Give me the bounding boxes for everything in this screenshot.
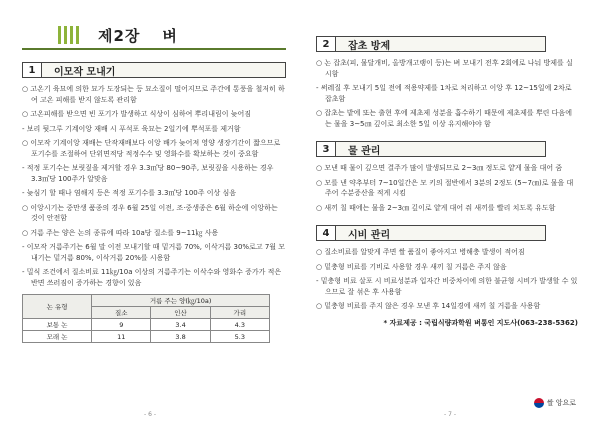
list-item: ○ 이앙시기는 중만생 품종의 경우 6월 25일 이전, 조·중생종은 6월 하순에 이앙하는 것이 안전함 <box>22 203 278 222</box>
section-title: 시비 관리 <box>336 225 546 241</box>
page-number: - 7 - <box>444 411 456 418</box>
section-number: 2 <box>316 36 336 52</box>
section-number: 3 <box>316 141 336 157</box>
list-item: ○ 밑충형 비료를 기비로 사용할 경우 새끼 칠 거름은 주지 않음 <box>316 262 507 271</box>
list-item: ○ 모를 낸 약추부터 7~10일간은 모 키의 절반에서 3분의 2정도 (5~7㎝)로 물을 대주어 수분증산을 적게 시킴 <box>316 178 574 197</box>
table-cell: 4.3 <box>210 319 269 331</box>
list-item: - 늦심기 할 때나 염해지 등은 적정 포기수를 3.3㎡당 100주 이상 심음 <box>22 189 237 197</box>
table-cell: 보통 논 <box>23 319 92 331</box>
table-cell: 모래 논 <box>23 331 92 343</box>
footer-logo <box>534 398 576 408</box>
table-header-group: 거름 주는 양(㎏/10a) <box>92 295 270 307</box>
list-item: - 밑충형 비료 살포 시 비료성분과 입자간 비중차이에 의한 불균형 시비가 발생할 수 있으므로 잘 섞은 후 사용함 <box>316 277 578 296</box>
table-cell: 3.4 <box>151 319 210 331</box>
table-col-header: 가리 <box>210 307 269 319</box>
section-heading-1 <box>22 62 286 78</box>
logo-text: 쌀 앙요로 <box>546 399 576 407</box>
list-item: ○ 모낸 때 물이 깊으면 결주가 많이 발생되므로 2~3㎝ 정도로 얕게 물을 대어 줌 <box>316 164 563 172</box>
list-item: - 밀식 조건에서 질소비료 11㎏/10a 이상의 거름주기는 이삭수와 영화수 증가가 적은 반면 쓰러짐이 증가하는 경향이 있음 <box>22 268 282 287</box>
source-credit: * 자료제공 : 국립식량과학원 벼통인 지도사(063-238-5362) <box>383 318 578 327</box>
list-item: - 보리 뒷그루 기계이앙 재배 시 푸석포 육묘는 2일기에 뿌석포를 제거함 <box>22 124 241 133</box>
taegeuk-icon <box>534 398 544 408</box>
list-item: ○ 고온기 육묘에 의한 묘가 도장되는 등 묘소질이 떨어지므로 주간에 통풍을 철저히 하여 고온 피해를 받지 않도록 관리함 <box>22 85 285 104</box>
chapter-header <box>22 22 286 50</box>
list-item: ○ 고온피해를 받으면 빈 포기가 발생하고 식상이 심하여 뿌리내림이 늦어짐 <box>22 110 251 118</box>
list-item: ○ 이모작 기계이앙 재배는 단작재배보다 이앙 배가 늦어져 영양 생장기간이 짧으므로 포기수를 조절하여 단위면적당 적정수수 및 영화수를 확보하는 것이 중요함 <box>22 139 281 158</box>
chapter-title <box>98 25 178 46</box>
section-number: 4 <box>316 225 336 241</box>
table-col-header: 질소 <box>92 307 151 319</box>
table-cell: 9 <box>92 319 151 331</box>
list-item: - 적정 포기수는 보릿짚을 제거할 경우 3.3㎡당 80~90주, 보릿짚을 시용하는 경우 3.3㎡당 100주가 알맞음 <box>22 164 274 183</box>
table-row <box>23 319 270 331</box>
list-item: ○ 새끼 칠 때에는 물을 2~3㎝ 깊이로 얕게 대어 줘 새끼를 빨리 치도록 유도함 <box>316 203 556 212</box>
section-heading-4 <box>316 225 578 241</box>
list-item: ○ 밑충형 비료를 주지 않은 경우 모낸 후 14일경에 새끼 칠 거름을 사용함 <box>316 302 541 310</box>
section-title: 이모작 모내기 <box>42 62 286 78</box>
chapter-name: 벼 <box>162 26 178 45</box>
table-cell: 11 <box>92 331 151 343</box>
fertilizer-table <box>22 294 270 343</box>
list-item: ○ 질소비료를 알맞게 주면 쌀 품질이 좋아지고 병해충 발생이 적어짐 <box>316 248 525 256</box>
table-header-type: 논 유형 <box>23 295 92 319</box>
list-item: ○ 잡초는 밭에 또는 출현 후에 제초제 성분을 흡수하기 때문에 제초제를 뿌린 다음에는 물을 3~5㎝ 깊이로 최소한 5일 이상 유지해야야 함 <box>316 109 572 128</box>
list-item: ○ 논 잡초(피, 물달개비, 올방개고랭이 등)는 벼 모내기 전후 2회에로 나눠 방제를 실시함 <box>316 59 573 78</box>
right-page <box>300 0 600 424</box>
chapter-label: 제2장 <box>98 26 141 45</box>
table-col-header: 인산 <box>151 307 210 319</box>
table-cell: 3.8 <box>151 331 210 343</box>
page-number: - 6 - <box>144 411 156 418</box>
table-row <box>23 331 270 343</box>
section-1-items <box>22 84 286 288</box>
list-item: - 써레질 후 모내기 5일 전에 적용약제를 1차로 처리하고 이앙 후 12~15일에 2차로 잡초함 <box>316 84 572 103</box>
section-title: 잡초 방제 <box>336 36 546 52</box>
rice-plant-icon <box>58 26 80 44</box>
section-number: 1 <box>22 62 42 78</box>
section-heading-2 <box>316 36 578 52</box>
section-heading-3 <box>316 141 578 157</box>
section-title: 물 관리 <box>336 141 546 157</box>
list-item: ○ 거름 주는 양은 논의 종류에 따라 10a당 질소를 9~11㎏ 사용 <box>22 228 219 237</box>
table-cell: 5.3 <box>210 331 269 343</box>
list-item: - 이모작 거름주기는 6월 말 이전 모내기할 때 밑거름 70%, 이삭거름 30%로고 7월 모내기는 밑거름 80%, 이삭거름 20%를 시용함 <box>22 243 286 262</box>
